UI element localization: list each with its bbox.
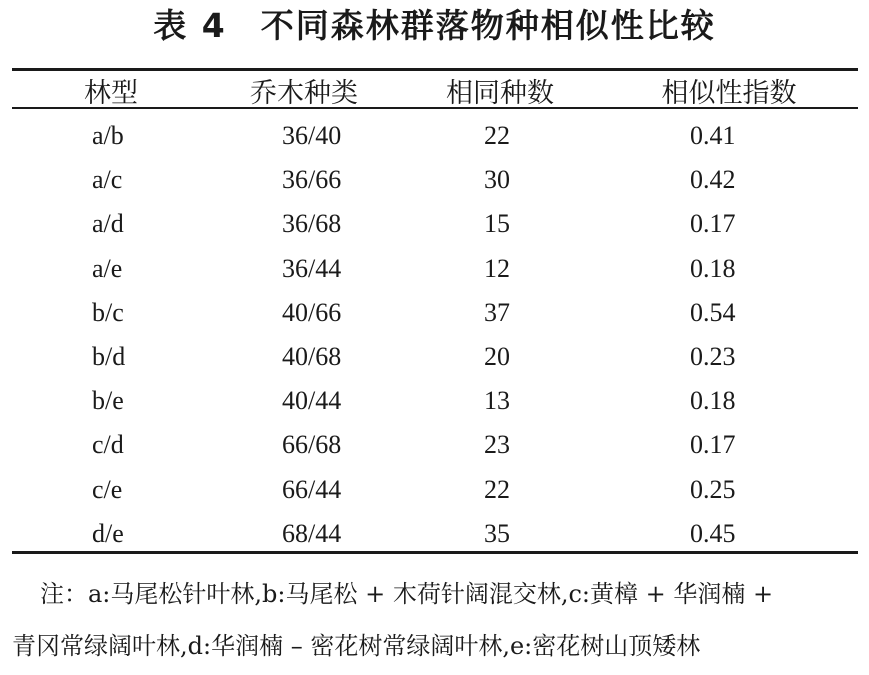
table-row [12,423,858,467]
cell-tree-species: 36/68 [282,209,342,239]
cell-forest-type: a/e [92,253,123,283]
cell-tree-species: 40/44 [282,386,342,416]
table-row [12,291,858,335]
cell-tree-species: 36/44 [282,253,342,283]
cell-shared-species: 20 [484,342,510,372]
cell-forest-type: b/e [92,386,124,416]
cell-forest-type: b/c [92,297,124,327]
cell-similarity-index: 0.41 [690,121,736,151]
cell-tree-species: 40/66 [282,297,342,327]
table-row [12,512,858,556]
table-row [12,379,858,423]
similarity-table [12,71,858,556]
cell-forest-type: d/e [92,518,124,548]
cell-forest-type: c/e [92,474,123,504]
cell-tree-species: 66/44 [282,474,342,504]
table-row [12,247,858,291]
cell-shared-species: 37 [484,297,510,327]
header-similarity-index: 相似性指数 [661,78,797,109]
table-title [0,4,869,48]
cell-shared-species: 30 [484,165,510,195]
cell-similarity-index: 0.25 [690,474,736,504]
table-row [12,202,858,246]
cell-similarity-index: 0.23 [690,342,736,372]
cell-shared-species: 12 [484,253,510,283]
cell-tree-species: 40/68 [282,342,342,372]
table-row [12,158,858,202]
footnote-line-1: 注：a:马尾松针叶林,b:马尾松 + 木荷针阔混交林,c:黄樟 + 华润楠 + [40,580,774,608]
cell-similarity-index: 0.42 [690,165,736,195]
table-row [12,110,858,158]
cell-similarity-index: 0.17 [690,430,736,460]
table-footnote [12,568,862,672]
cell-tree-species: 68/44 [282,518,342,548]
cell-shared-species: 23 [484,430,510,460]
cell-similarity-index: 0.18 [690,386,736,416]
table-header-row [12,71,858,110]
cell-forest-type: b/d [92,342,126,372]
cell-forest-type: c/d [92,430,124,460]
cell-shared-species: 22 [484,121,510,151]
table-title-text: 不同森林群落物种相似性比较 [260,6,716,45]
cell-tree-species: 66/68 [282,430,342,460]
cell-similarity-index: 0.54 [690,297,736,327]
table-row [12,468,858,512]
cell-forest-type: a/d [92,209,124,239]
cell-shared-species: 35 [484,518,510,548]
cell-tree-species: 36/40 [282,121,342,151]
header-tree-species: 乔木种类 [250,78,358,109]
cell-tree-species: 36/66 [282,165,342,195]
table-number: 表 4 [153,6,227,45]
footnote-line-2: 青冈常绿阔叶林,d:华润楠 – 密花树常绿阔叶林,e:密花树山顶矮林 [12,632,701,660]
cell-similarity-index: 0.18 [690,253,736,283]
cell-similarity-index: 0.45 [690,518,736,548]
header-forest-type: 林型 [84,78,138,109]
cell-forest-type: a/b [92,121,124,151]
cell-shared-species: 22 [484,474,510,504]
cell-shared-species: 13 [484,386,510,416]
cell-shared-species: 15 [484,209,510,239]
header-shared-species: 相同种数 [446,78,554,109]
cell-forest-type: a/c [92,165,123,195]
table-row [12,335,858,379]
cell-similarity-index: 0.17 [690,209,736,239]
